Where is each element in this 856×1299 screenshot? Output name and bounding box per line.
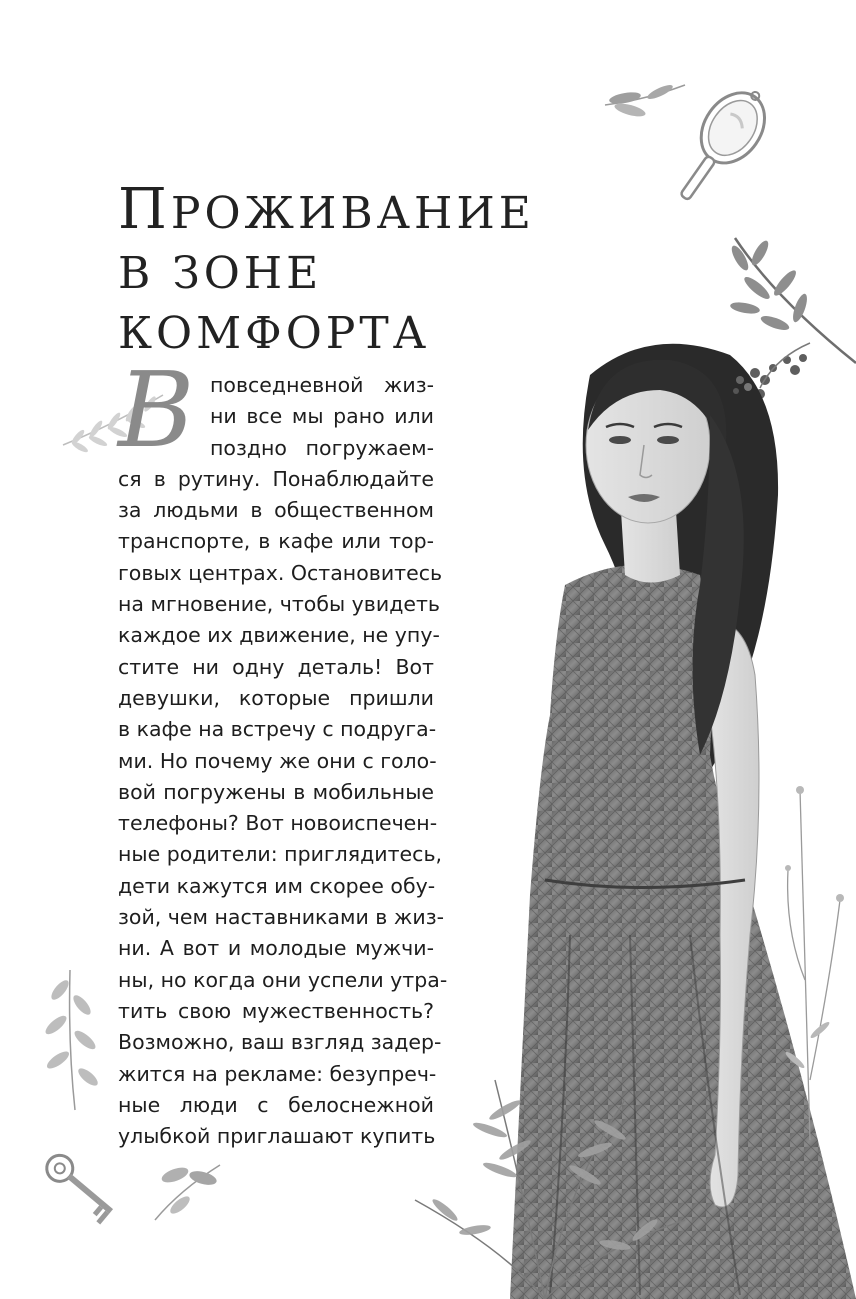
paragraph-line: телефоны? Вот новоиспечен- [118, 811, 438, 836]
paragraph-line: ные родители: приглядитесь, [118, 842, 443, 867]
paragraph-line: ни все мы рано или [210, 404, 434, 429]
paragraph-line: ми. Но почему же они с голо- [118, 748, 437, 773]
paragraph-line: повседневной жиз- [210, 373, 434, 397]
small-leaves-icon [145, 1150, 225, 1225]
paragraph-line: зой, чем наставниками в жиз- [118, 905, 444, 930]
paragraph-line: каждое их движение, не упу- [118, 623, 440, 648]
wildflower-stem-icon [780, 780, 856, 1140]
paragraph-line: ны, но когда они успели утра- [118, 967, 448, 992]
chapter-heading-line-2: В ЗОНЕ КОМФОРТА [118, 248, 431, 359]
vintage-key-icon [35, 1145, 130, 1230]
paragraph-line: говых центрах. Остановитесь [118, 560, 443, 585]
paragraph-line: транспорте, в кафе или тор- [118, 529, 434, 554]
hand-mirror-icon [660, 82, 780, 217]
paragraph-line: за людьми в общественном [118, 498, 434, 523]
drop-cap: В [118, 349, 195, 471]
paragraph-line: жится на рекламе: безупреч- [118, 1061, 437, 1086]
paragraph-line: ни. А вот и молодые мужчи- [118, 936, 434, 961]
paragraph-line: дети кажутся им скорее обу- [118, 873, 436, 898]
paragraph-line: поздно погружаем- [210, 435, 434, 460]
paragraph-line: ся в рутину. Понаблюдайте [118, 466, 434, 491]
paragraph-line: Возможно, ваш взгляд задер- [118, 1030, 442, 1055]
paragraph-line: в кафе на встречу с подруга- [118, 717, 437, 742]
leaf-sprig-icon [30, 965, 110, 1115]
paragraph-line: улыбкой приглашают купить [118, 1124, 436, 1149]
paragraph-line: тить свою мужественность? [118, 998, 434, 1023]
fern-plant-icon [395, 1020, 695, 1299]
paragraph-line: вой погружены в мобильные [118, 779, 434, 804]
paragraph-line: стите ни одну деталь! Вот [118, 654, 434, 679]
body-paragraph [118, 370, 448, 1152]
chapter-heading-line-1: ПРОЖИВАНИЕ [118, 177, 535, 242]
paragraph-line: девушки, которые пришли [118, 685, 434, 710]
paragraph-line: ные люди с белоснежной [118, 1092, 434, 1117]
paragraph-line: на мгновение, чтобы увидеть [118, 592, 441, 617]
